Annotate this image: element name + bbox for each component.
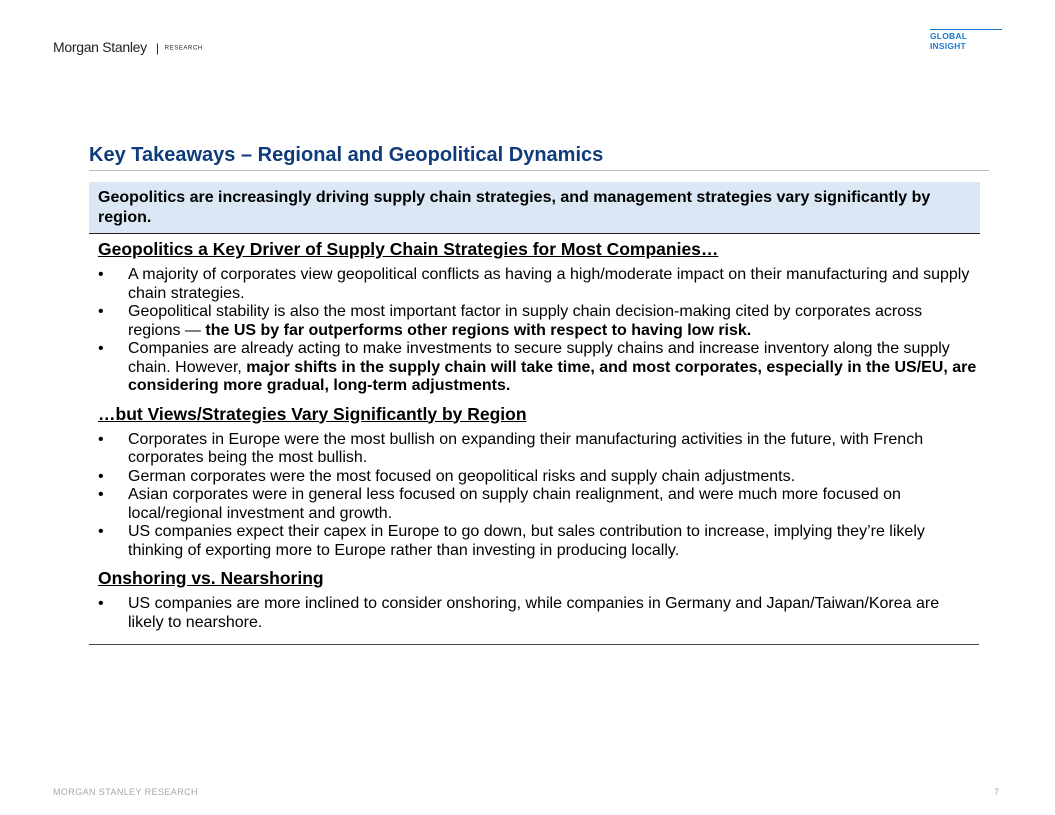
bullet-bold-text: major shifts in the supply chain will take time, and most corporates, especially in the US/EU, are considering more gradual, long-term adjustments. bbox=[128, 358, 977, 394]
bullet-text: Geopolitical stability is also the most important factor in supply chain decision-making cited by corporates across regions — bbox=[128, 303, 923, 339]
section-geopolitics-driver bbox=[98, 237, 978, 396]
brand-logo bbox=[53, 39, 203, 55]
bullet-text: Corporates in Europe were the most bullish on expanding their manufacturing activities in the future, with French corporates being the most bullish. bbox=[128, 430, 924, 466]
section-onshoring bbox=[98, 566, 978, 632]
list-item bbox=[98, 431, 978, 468]
list-item bbox=[98, 595, 978, 632]
list-item bbox=[98, 486, 978, 523]
series-tag: GLOBAL INSIGHT bbox=[930, 29, 1002, 51]
bullet-text: German corporates were the most focused on geopolitical risks and supply chain adjustments. bbox=[128, 467, 796, 485]
list-item bbox=[98, 266, 978, 303]
bullet-icon: • bbox=[98, 595, 104, 612]
section-heading: Onshoring vs. Nearshoring bbox=[98, 568, 324, 588]
brand-separator: | bbox=[155, 41, 159, 55]
bullet-text: Asian corporates were in general less focused on supply chain realignment, and were much more focused on local/regional investment and growth. bbox=[128, 486, 901, 522]
title-divider bbox=[89, 170, 989, 171]
page-title: Key Takeaways – Regional and Geopolitical Dynamics bbox=[89, 144, 604, 166]
footer-label: MORGAN STANLEY RESEARCH bbox=[53, 787, 198, 797]
bullet-icon: • bbox=[98, 486, 104, 503]
bullet-icon: • bbox=[98, 430, 104, 448]
bullet-list bbox=[98, 431, 978, 561]
bullet-icon: • bbox=[98, 266, 104, 283]
list-item bbox=[98, 523, 978, 560]
bullet-icon: • bbox=[98, 523, 104, 540]
list-item bbox=[98, 340, 978, 396]
bullet-text: Companies are already acting to make investments to secure supply chains and increase inventory along the supply chain. However, bbox=[128, 340, 950, 376]
brand-subtitle: RESEARCH bbox=[164, 45, 203, 52]
bullet-icon: • bbox=[98, 467, 104, 485]
bullet-icon: • bbox=[98, 303, 104, 320]
bullet-text: A majority of corporates view geopolitical conflicts as having a high/moderate impact on their manufacturing and supply chain strategies. bbox=[128, 266, 970, 302]
section-regional-views bbox=[98, 402, 978, 561]
page-number: 7 bbox=[994, 787, 1000, 797]
section-heading: …but Views/Strategies Vary Significantly by Region bbox=[98, 403, 527, 424]
list-item bbox=[98, 303, 978, 340]
bullet-list bbox=[98, 266, 978, 396]
list-item bbox=[98, 468, 978, 487]
summary-callout: Geopolitics are increasingly driving supply chain strategies, and management strategies vary significantly by region. bbox=[89, 182, 980, 234]
section-heading: Geopolitics a Key Driver of Supply Chain Strategies for Most Companies… bbox=[98, 239, 719, 259]
bullet-text: US companies are more inclined to consider onshoring, while companies in Germany and Japan/Taiwan/Korea are likely to nearshore. bbox=[128, 595, 940, 631]
brand-name: Morgan Stanley bbox=[53, 39, 147, 55]
content-bottom-divider bbox=[89, 644, 979, 645]
bullet-bold-text: the US by far outperforms other regions with respect to having low risk. bbox=[205, 321, 752, 339]
bullet-text: US companies expect their capex in Europe to go down, but sales contribution to increase, implying they’re likely thinking of exporting more to Europe rather than investing in producing locally. bbox=[128, 523, 925, 559]
takeaways-content bbox=[98, 237, 978, 638]
bullet-icon: • bbox=[98, 340, 104, 357]
bullet-list bbox=[98, 595, 978, 632]
